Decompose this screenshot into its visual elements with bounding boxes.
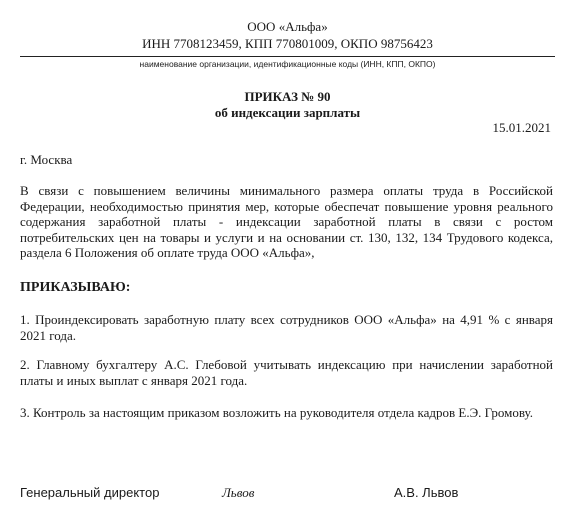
- order-item-3: 3. Контроль за настоящим приказом возложить на руководителя отдела кадров Е.Э. Громову.: [20, 405, 533, 420]
- organization-codes: ИНН 7708123459, КПП 770801009, ОКПО 98756423: [142, 36, 433, 51]
- organization-name: ООО «Альфа»: [247, 19, 328, 34]
- order-subtitle: об индексации зарплаты: [214, 105, 361, 120]
- order-title: ПРИКАЗ № 90: [244, 89, 331, 104]
- order-item-2: 2. Главному бухгалтеру А.С. Глебовой учитывать индексацию при начислении заработной платы и иных выплат с января 2021 года.: [20, 357, 553, 388]
- order-item-1: 1. Проиндексировать заработную плату всех сотрудников ООО «Альфа» на 4,91 % с января 2021 года.: [20, 312, 553, 343]
- signatory-position: Генеральный директор: [20, 485, 160, 500]
- order-preamble: В связи с повышением величины минимального размера оплаты труда в Российской Федерации, необходимостью принятия мер, которые обеспечат повышение уровня реального содержания заработной платы - индексации заработной платы в связи с ростом потребительских цен на товары и услуги и на основании ст. 130, 132, 134 Трудового кодекса, раздела 6 Положения об оплате труда ООО «Альфа»,: [20, 183, 553, 261]
- signatory-name: А.В. Львов: [394, 485, 459, 500]
- order-date: 15.01.2021: [492, 120, 551, 135]
- order-city: г. Москва: [20, 152, 73, 167]
- organization-divider: [20, 56, 555, 57]
- organization-caption: наименование организации, идентификационные коды (ИНН, КПП, ОКПО): [139, 59, 436, 69]
- order-directive-heading: ПРИКАЗЫВАЮ:: [20, 280, 131, 295]
- handwritten-signature: Львов: [222, 485, 255, 500]
